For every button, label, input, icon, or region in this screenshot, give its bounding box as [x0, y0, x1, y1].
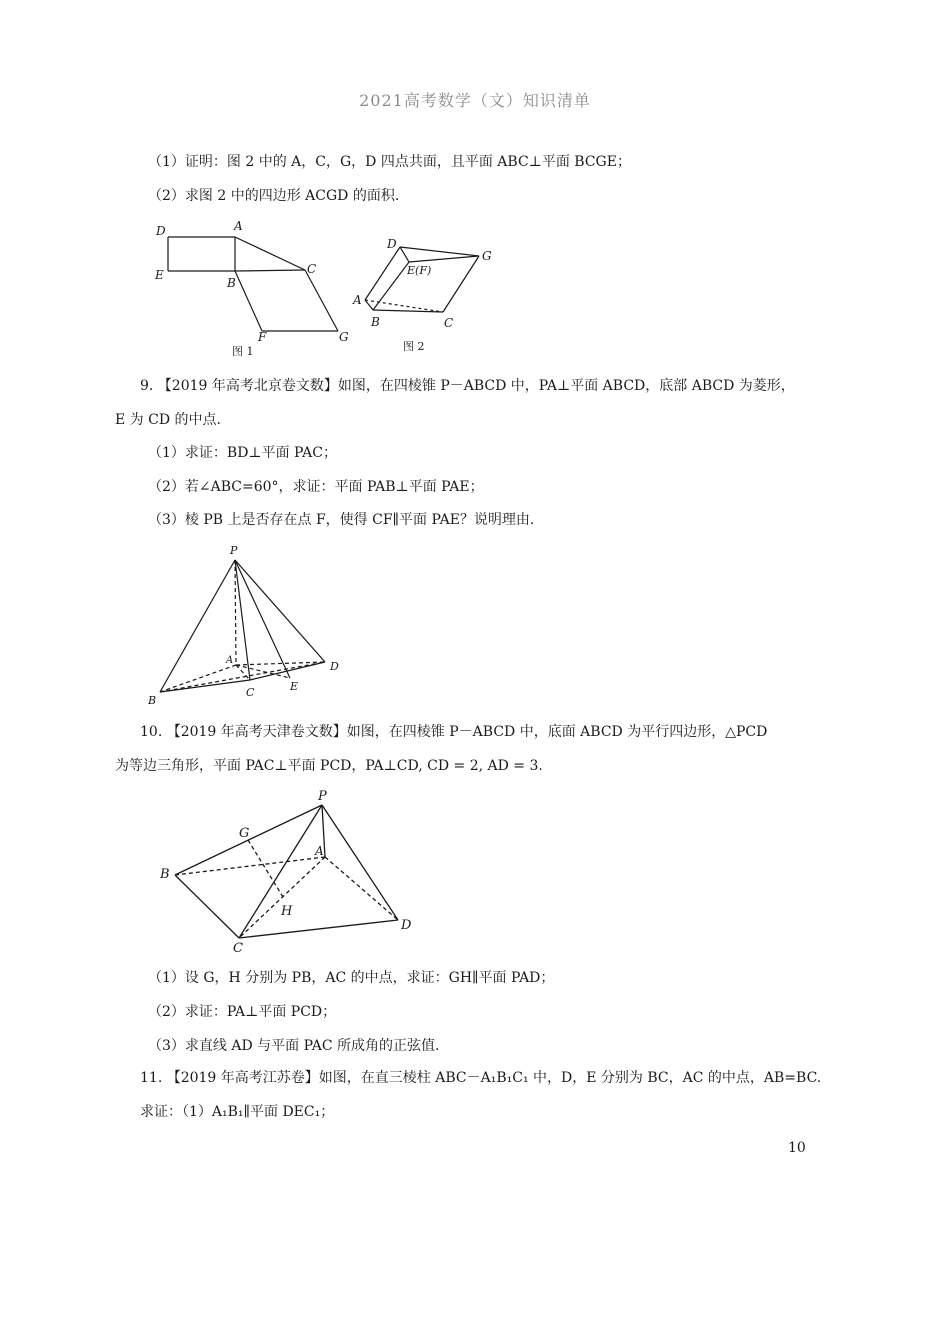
- q9-stem-line1: 9. 【2019 年高考北京卷文数】如图，在四棱锥 P－ABCD 中，PA⊥平面 ABCD，底部 ABCD 为菱形，: [140, 378, 795, 394]
- fig1-label-d: D: [156, 224, 166, 238]
- q9-edge-pc: [235, 560, 250, 680]
- fig1-label-e: E: [155, 268, 164, 282]
- fig1-label-f: F: [258, 330, 267, 344]
- q10-label-c: C: [233, 941, 243, 955]
- fig2-label-c: C: [444, 316, 454, 330]
- q10-part1: （1）设 G，H 分别为 PB，AC 的中点，求证：GH∥平面 PAD；: [148, 970, 555, 986]
- q10-edge-bc: [175, 875, 239, 938]
- fig1-label-c: C: [307, 262, 317, 276]
- q8-part2: （2）求图 2 中的四边形 ACGD 的面积.: [148, 188, 400, 204]
- q9-edge-ab: [160, 665, 236, 692]
- q10-edge-pd: [322, 805, 398, 920]
- q10-edge-cd: [239, 920, 398, 938]
- page-header: 2021高考数学（文）知识清单: [359, 91, 591, 110]
- fig2-edge-dg: [400, 247, 479, 256]
- q10-label-p: P: [318, 789, 327, 804]
- q9-edge-ae: [236, 665, 290, 678]
- q10-part3: （3）求直线 AD 与平面 PAC 所成角的正弦值.: [148, 1038, 440, 1054]
- fig2-edge-eg: [409, 256, 479, 262]
- q9-edge-pb: [160, 560, 235, 692]
- q9-figure-pyramid: [140, 540, 350, 710]
- fig2-edge-de: [400, 247, 409, 262]
- q10-label-b: B: [160, 867, 170, 882]
- q10-edge-gh: [248, 840, 283, 897]
- q10-edge-ba: [175, 857, 325, 875]
- q9-edge-pa: [235, 560, 236, 665]
- q9-label-c: C: [246, 686, 255, 699]
- q8-part1: （1）证明：图 2 中的 A，C，G，D 四点共面，且平面 ABC⊥平面 BCGE；: [148, 154, 631, 170]
- q9-part1: （1）求证：BD⊥平面 PAC；: [148, 445, 337, 461]
- q10-label-g: G: [239, 826, 250, 841]
- q9-stem-line2: E 为 CD 的中点.: [115, 412, 221, 428]
- q10-figure-pyramid: [155, 785, 425, 955]
- fig1-edge-bf: [235, 271, 262, 331]
- q8-figure-1: [150, 215, 360, 360]
- q9-label-a: A: [226, 655, 234, 666]
- q10-stem-line2: 为等边三角形，平面 PAC⊥平面 PCD，PA⊥CD, CD = 2, AD = 3.: [115, 758, 543, 774]
- fig2-edge-da: [365, 247, 400, 300]
- q10-part2: （2）求证：PA⊥平面 PCD；: [148, 1004, 337, 1020]
- fig1-label-b: B: [227, 276, 236, 290]
- q9-part3: （3）棱 PB 上是否存在点 F，使得 CF∥平面 PAE？说明理由.: [148, 512, 535, 528]
- q10-label-h: H: [281, 904, 293, 919]
- q9-edge-pd: [235, 560, 325, 662]
- q8-figure-2: [345, 232, 505, 357]
- fig1-label-g: G: [339, 330, 349, 344]
- fig2-edge-gc: [443, 256, 479, 312]
- q9-edge-bc: [160, 680, 250, 692]
- fig2-label-g: G: [482, 249, 492, 263]
- q11-stem-line2: 求证：（1）A₁B₁∥平面 DEC₁；: [140, 1104, 335, 1120]
- fig1-edge-ac: [235, 237, 305, 270]
- fig2-label-a: A: [353, 293, 362, 307]
- q9-part2: （2）若∠ABC=60°，求证：平面 PAB⊥平面 PAE；: [148, 479, 484, 495]
- fig1-edge-bc: [235, 270, 305, 271]
- fig1-caption: 图 1: [232, 345, 254, 358]
- q9-label-e: E: [290, 680, 299, 693]
- fig1-label-a: A: [234, 219, 243, 233]
- q10-stem-line1: 10. 【2019 年高考天津卷文数】如图，在四棱锥 P－ABCD 中，底面 ABCD 为平行四边形，△PCD: [140, 724, 768, 740]
- fig2-caption: 图 2: [403, 340, 425, 353]
- fig2-label-ef: E(F): [407, 264, 432, 277]
- q9-label-d: D: [330, 660, 339, 673]
- q9-edge-bd: [160, 662, 325, 692]
- q10-edge-ad: [325, 857, 398, 920]
- q11-stem-line1: 11. 【2019 年高考江苏卷】如图，在直三棱柱 ABC－A₁B₁C₁ 中，D，E 分别为 BC，AC 的中点，AB=BC.: [140, 1070, 822, 1086]
- fig1-edge-cg: [305, 270, 338, 331]
- q9-label-p: P: [230, 544, 238, 557]
- fig2-edge-eb: [373, 262, 409, 310]
- fig2-label-b: B: [371, 315, 380, 329]
- q10-label-a: A: [315, 844, 324, 858]
- q9-edge-pe: [235, 560, 290, 678]
- fig2-label-d: D: [387, 237, 397, 251]
- q9-label-b: B: [148, 694, 157, 707]
- q10-label-d: D: [401, 918, 412, 933]
- page-number: 10: [788, 1140, 806, 1156]
